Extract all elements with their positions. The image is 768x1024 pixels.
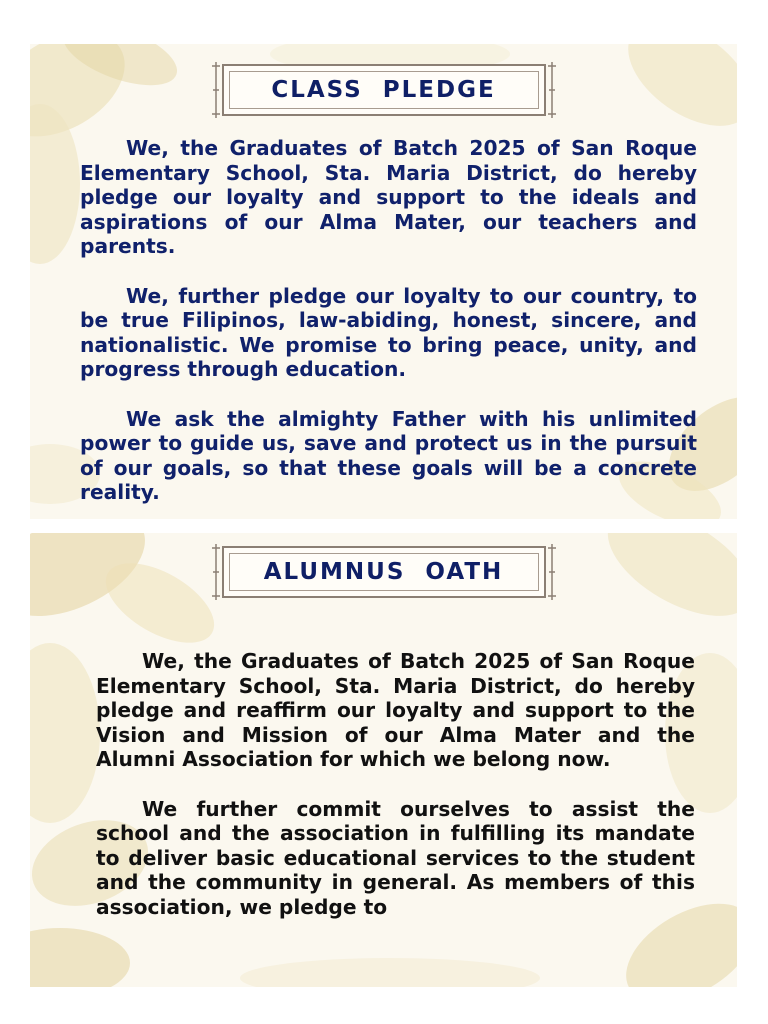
frame-ornament-icon (546, 60, 558, 120)
pledge-paragraph: We, the Graduates of Batch 2025 of San Roque Elementary School, Sta. Maria District, do hereby pledge our loyalty and support to the ideals and aspirations of our Alma Mater, our teachers and parents. (80, 136, 697, 259)
oath-paragraph: We, the Graduates of Batch 2025 of San Roque Elementary School, Sta. Maria District, do hereby pledge and reaffirm our loyalty and support to the Vision and Mission of our Alma Mater and the Alumni Association for which we belong now. (96, 649, 695, 772)
alumnus-oath-body (96, 649, 695, 944)
pledge-paragraph: We ask the almighty Father with his unlimited power to guide us, save and protect us in the pursuit of our goals, so that these goals will be a concrete reality. (80, 406, 697, 505)
class-pledge-title: CLASS PLEDGE (271, 77, 496, 103)
class-pledge-body (80, 136, 697, 519)
pledge-paragraph: We, further pledge our loyalty to our country, to be true Filipinos, law-abiding, honest, sincere, and nationalistic. We promise to bring peace, unity, and progress through education. (80, 283, 697, 382)
alumnus-oath-title: ALUMNUS OATH (263, 559, 504, 585)
frame-ornament-icon (546, 542, 558, 602)
alumnus-oath-card (30, 533, 737, 987)
title-frame (222, 64, 546, 116)
frame-ornament-icon (210, 542, 222, 602)
oath-paragraph: We further commit ourselves to assist the school and the association in fulfilling its mandate to deliver basic educational services to the student and the community in general. As members of this association, we pledge to (96, 796, 695, 919)
title-frame (222, 546, 546, 598)
class-pledge-card (30, 44, 737, 519)
frame-ornament-icon (210, 60, 222, 120)
